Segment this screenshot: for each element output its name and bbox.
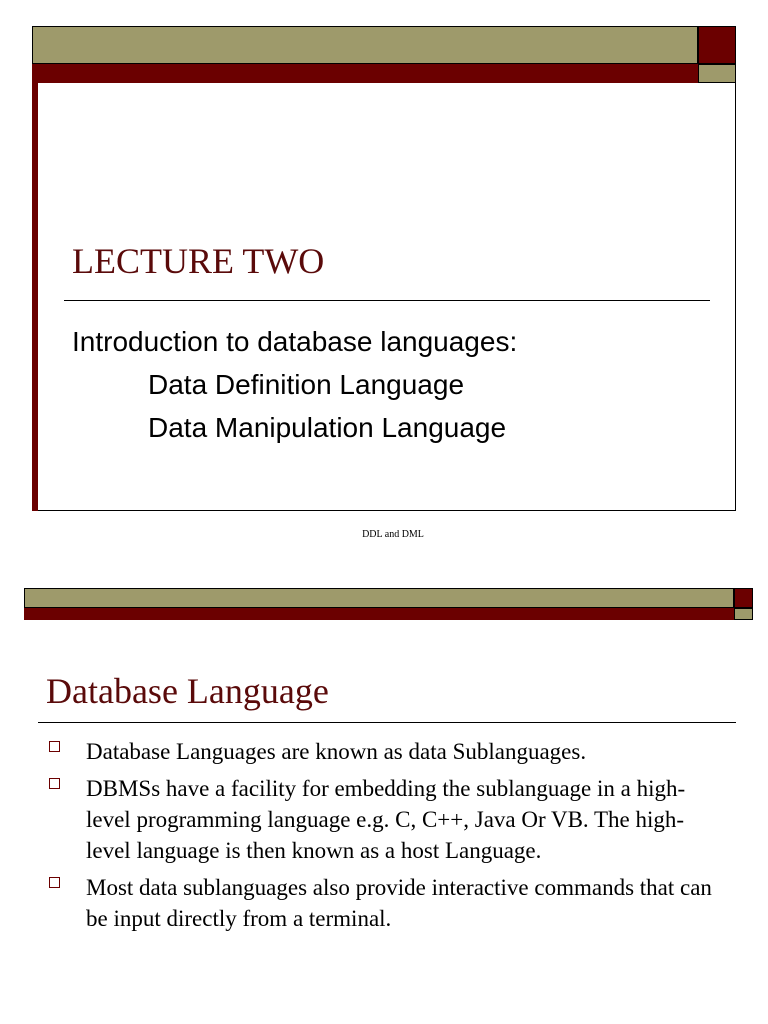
bullet-text: Database Languages are known as data Sublanguages.: [86, 739, 587, 764]
header-maroon-bar: [24, 608, 734, 620]
header-maroon-square: [698, 26, 736, 64]
list-item: [46, 872, 726, 934]
title-divider: [38, 722, 736, 723]
slide-1-title: LECTURE TWO: [72, 241, 325, 281]
header-maroon-bar: [32, 64, 698, 83]
hollow-square-bullet-icon: [49, 741, 60, 752]
header-olive-square: [698, 64, 736, 83]
hollow-square-bullet-icon: [49, 877, 60, 888]
list-item: [46, 736, 726, 767]
slide-1-subtitle: [72, 320, 517, 449]
header-olive-bar: [32, 26, 698, 64]
slide-footer: DDL and DML: [362, 529, 424, 540]
slide-2-title: Database Language: [46, 671, 329, 711]
subtitle-line: Data Manipulation Language: [148, 412, 507, 443]
header-olive-square: [734, 608, 753, 620]
header-maroon-square: [734, 588, 753, 608]
bullet-list: [46, 736, 726, 940]
bullet-text: DBMSs have a facility for embedding the sublanguage in a high-level programming language e.g. C, C++, Java Or VB. The high-level language is then known as a host Language.: [86, 776, 686, 863]
left-accent-stripe: [32, 83, 38, 511]
header-olive-bar: [24, 588, 734, 608]
subtitle-line: Data Definition Language: [148, 369, 465, 400]
bullet-text: Most data sublanguages also provide interactive commands that can be input directly from a terminal.: [86, 875, 712, 931]
title-divider: [64, 300, 710, 301]
list-item: [46, 773, 726, 866]
subtitle-line: Introduction to database languages:: [72, 326, 518, 357]
hollow-square-bullet-icon: [49, 778, 60, 789]
